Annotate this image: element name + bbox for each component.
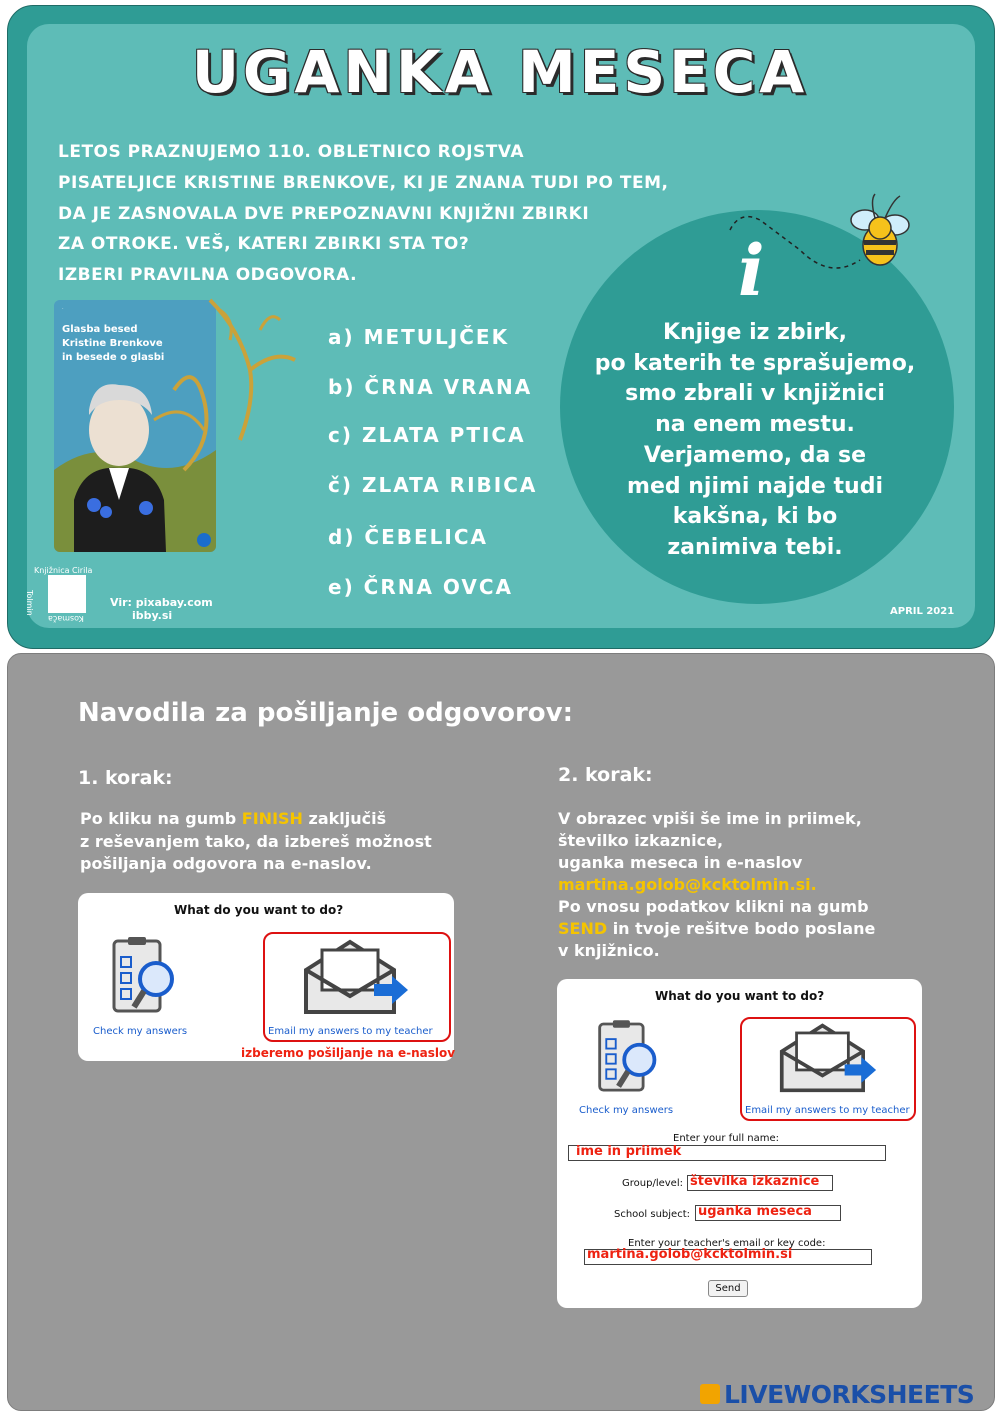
bee-icon — [845, 190, 915, 270]
bird-decoration-icon — [200, 290, 300, 460]
envelope-icon — [776, 1020, 880, 1094]
dialog-question: What do you want to do? — [174, 903, 344, 917]
send-highlight: SEND — [558, 919, 608, 938]
name-label: Enter your full name: — [673, 1133, 780, 1144]
cover-small-text: · — [62, 306, 64, 312]
info-text-line: po katerih te sprašujemo, — [594, 351, 916, 376]
step1-text: pošiljanja odgovora na e-naslov. — [80, 854, 372, 873]
email-highlight: martina.golob@kcktolmin.si. — [558, 875, 817, 894]
step1-heading: 1. korak: — [78, 767, 173, 789]
info-text-line: Verjamemo, da se — [643, 443, 867, 468]
image-credit — [110, 596, 213, 622]
info-text-line: med njimi najde tudi — [627, 474, 883, 499]
intro-line: ZA OTROKE. VEŠ, KATERI ZBIRKI STA TO? — [58, 234, 470, 254]
answer-option[interactable]: č) ZLATA RIBICA — [328, 473, 538, 497]
book-cover-image — [54, 300, 216, 552]
step2-text-part: in tvoje rešitve bodo poslane — [607, 919, 876, 938]
date-label: APRIL 2021 — [890, 606, 955, 617]
answer-option[interactable]: c) ZLATA PTICA — [328, 423, 526, 447]
send-button[interactable]: Send — [708, 1280, 748, 1297]
email-value: martina.golob@kcktolmin.si — [587, 1247, 793, 1262]
step1-text-part: zaključiš — [302, 809, 387, 828]
library-logo-text: Cirila — [72, 566, 93, 575]
intro-line: IZBERI PRAVILNA ODGOVORA. — [58, 265, 358, 285]
intro-line: LETOS PRAZNUJEMO 110. OBLETNICO ROJSTVA — [58, 142, 525, 162]
info-text-line: zanimiva tebi. — [667, 535, 843, 560]
step2-heading: 2. korak: — [558, 764, 653, 786]
intro-line: PISATELJICE KRISTINE BRENKOVE, KI JE ZNANA TUDI PO TEM, — [58, 173, 669, 193]
step2-text — [558, 919, 875, 938]
checklist-icon — [108, 935, 180, 1019]
library-logo-text: Knjižnica — [34, 566, 70, 575]
step2-text: uganka meseca in e-naslov — [558, 853, 803, 872]
step2-text: številko izkaznice, — [558, 831, 724, 850]
subject-value: uganka meseca — [698, 1204, 812, 1219]
cover-title: Kristine Brenkove — [62, 338, 163, 349]
liveworksheets-logo-icon — [700, 1384, 720, 1404]
checklist-icon — [594, 1018, 662, 1098]
step1-text: z reševanjem tako, da izbereš možnost — [80, 832, 432, 851]
group-label: Group/level: — [622, 1178, 683, 1189]
email-label: Enter your teacher's email or key code: — [628, 1238, 826, 1249]
name-value: ime in priimek — [576, 1144, 682, 1159]
page-title: UGANKA MESECA — [191, 38, 809, 106]
step1-text — [80, 809, 386, 828]
cover-title: Glasba besed — [62, 324, 138, 335]
instructions-title: Navodila za pošiljanje odgovorov: — [78, 698, 574, 728]
info-text-line: Knjige iz zbirk, — [662, 320, 848, 345]
info-text-line: kakšna, ki bo — [672, 504, 838, 529]
group-value: številka izkaznice — [690, 1174, 820, 1189]
check-answers-option[interactable]: Check my answers — [93, 1026, 188, 1037]
email-answers-option[interactable]: Email my answers to my teacher — [745, 1105, 910, 1116]
info-text-line: na enem mestu. — [655, 412, 855, 437]
answer-option[interactable]: a) METULJČEK — [328, 325, 510, 349]
credit-line: Vir: pixabay.com — [110, 596, 213, 609]
finish-highlight: FINISH — [241, 809, 303, 828]
dialog-question: What do you want to do? — [655, 989, 825, 1003]
library-logo-text: Kosmača — [48, 614, 84, 623]
library-logo-text: Tolmin — [25, 590, 34, 616]
step2-text: Po vnosu podatkov klikni na gumb — [558, 897, 869, 916]
info-text-line: smo zbrali v knjižnici — [625, 381, 885, 406]
envelope-icon — [300, 936, 412, 1016]
answer-option[interactable]: d) ČEBELICA — [328, 525, 489, 549]
step2-text: v knjižnico. — [558, 941, 660, 960]
liveworksheets-watermark: LIVEWORKSHEETS — [724, 1380, 975, 1409]
credit-line: ibby.si — [132, 609, 173, 622]
check-answers-option[interactable]: Check my answers — [579, 1105, 674, 1116]
library-logo — [48, 575, 86, 613]
answer-option[interactable]: e) ČRNA OVCA — [328, 575, 514, 599]
cover-title: in besede o glasbi — [62, 352, 165, 363]
answer-option[interactable]: b) ČRNA VRANA — [328, 375, 533, 399]
step2-text: V obrazec vpiši še ime in priimek, — [558, 809, 862, 828]
svg-text:i: i — [738, 229, 765, 300]
step1-text-part: Po kliku na gumb — [80, 809, 242, 828]
email-answers-option[interactable]: Email my answers to my teacher — [268, 1026, 433, 1037]
intro-line: DA JE ZASNOVALA DVE PREPOZNAVNI KNJIŽNI ZBIRKI — [58, 204, 590, 224]
subject-label: School subject: — [614, 1209, 690, 1220]
annotation-note: izberemo pošiljanje na e-naslov — [241, 1046, 456, 1060]
